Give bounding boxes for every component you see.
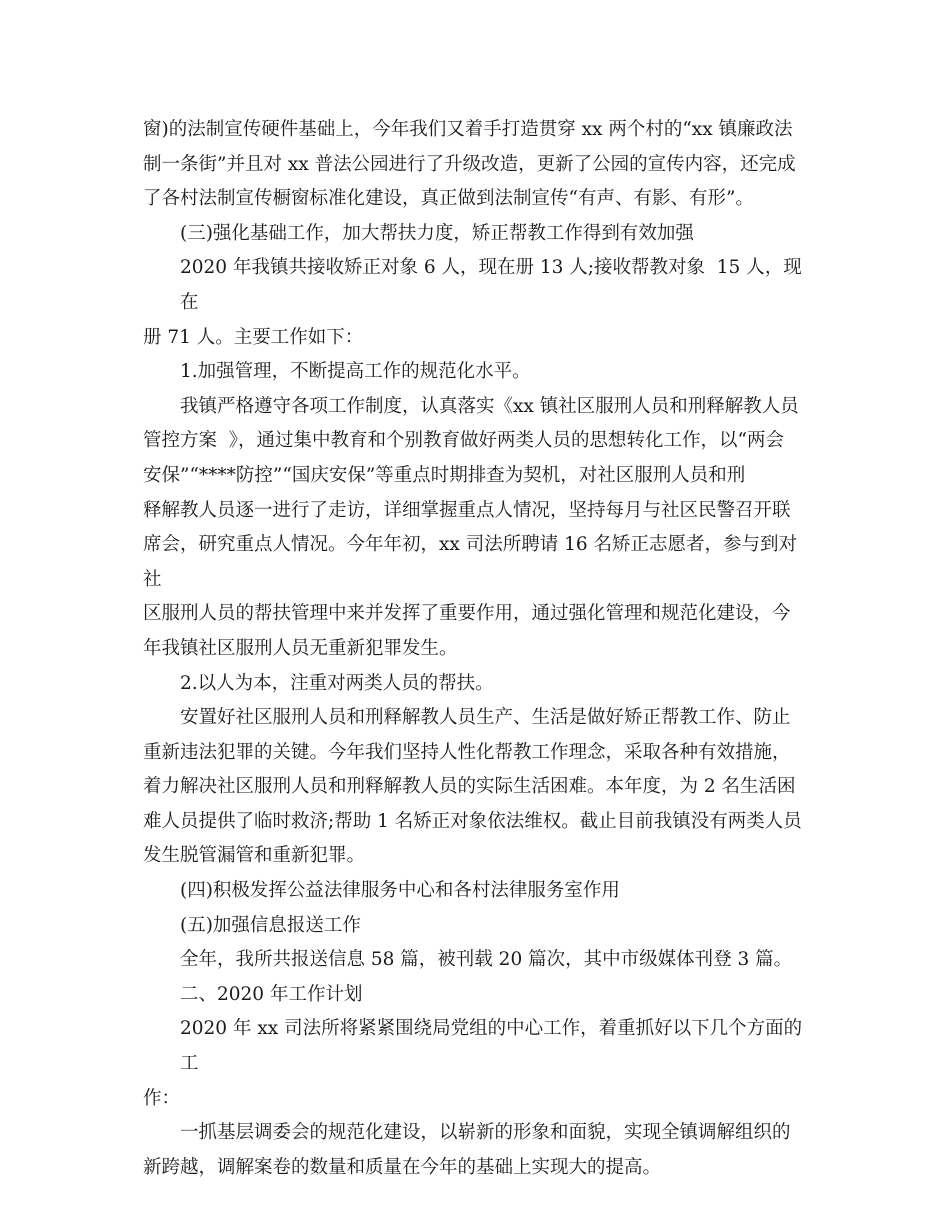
text-line: 安保”“****防控”“国庆安保”等重点时期排查为契机，对社区服刑人员和刑	[143, 464, 746, 486]
text-line: 发生脱管漏管和重新犯罪。	[143, 845, 366, 867]
text-line: 1.加强管理，不断提高工作的规范化水平。	[180, 361, 531, 383]
text-line: 区服刑人员的帮扶管理中来并发挥了重要作用，通过强化管理和规范化建设，今	[143, 603, 791, 625]
text-line: 难人员提供了临时救济;帮助 1 名矫正对象依法维权。截止目前我镇没有两类人员	[143, 810, 802, 832]
text-line: 制一条街”并且对 xx 普法公园进行了升级改造，更新了公园的宣传内容，还完成	[143, 153, 796, 175]
text-line: 了各村法制宣传橱窗标准化建设，真正做到法制宣传“有声、有影、有形”。	[143, 188, 754, 210]
text-line: 新跨越，调解案卷的数量和质量在今年的基础上实现大的提高。	[143, 1156, 662, 1178]
text-line: 窗)的法制宣传硬件基础上，今年我们又着手打造贯穿 xx 两个村的“xx 镇廉政法	[143, 119, 793, 140]
text-line: 我镇严格遵守各项工作制度，认真落实《xx 镇社区服刑人员和刑释解教人员	[180, 395, 799, 417]
text-line: 着力解决社区服刑人员和刑释解教人员的实际生活困难。本年度，为 2 名生活困	[143, 776, 796, 798]
text-line: 年我镇社区服刑人员无重新犯罪发生。	[143, 637, 458, 659]
text-line: 2020 年我镇共接收矫正对象 6 人，现在册 13 人;接收帮教对象 15 人，现在	[180, 257, 802, 313]
text-line: 全年，我所共报送信息 58 篇，被刊载 20 篇次，其中市级媒体刊登 3 篇。	[180, 949, 793, 971]
text-line: 重新违法犯罪的关键。今年我们坚持人性化帮教工作理念，采取各种有效措施，	[143, 741, 791, 763]
document-body	[143, 113, 811, 1185]
text-line: 二、2020 年工作计划	[180, 983, 363, 1005]
text-line: 释解教人员逐一进行了走访，详细掌握重点人情况，坚持每月与社区民警召开联	[143, 499, 791, 521]
text-line: 册 71 人。主要工作如下：	[143, 326, 364, 348]
text-line: 2020 年 xx 司法所将紧紧围绕局党组的中心工作，着重抓好以下几个方面的工	[180, 1018, 803, 1075]
text-line: 管控方案 》，通过集中教育和个别教育做好两类人员的思想转化工作，以“两会	[143, 430, 784, 452]
text-line: 2.以人为本，注重对两类人员的帮扶。	[180, 672, 494, 694]
text-line: (四)积极发挥公益法律服务中心和各村法律服务室作用	[180, 880, 620, 902]
text-line: 席会，研究重点人情况。今年年初，xx 司法所聘请 16 名矫正志愿者，参与到对社	[143, 534, 798, 590]
text-line: 安置好社区服刑人员和刑释解教人员生产、生活是做好矫正帮教工作、防止	[180, 707, 791, 729]
text-line: 作：	[143, 1087, 181, 1109]
text-line: (三)强化基础工作，加大帮扶力度，矫正帮教工作得到有效加强	[180, 222, 694, 244]
text-line: (五)加强信息报送工作	[180, 914, 361, 936]
text-line: 一抓基层调委会的规范化建设，以崭新的形象和面貌，实现全镇调解组织的	[180, 1122, 791, 1144]
